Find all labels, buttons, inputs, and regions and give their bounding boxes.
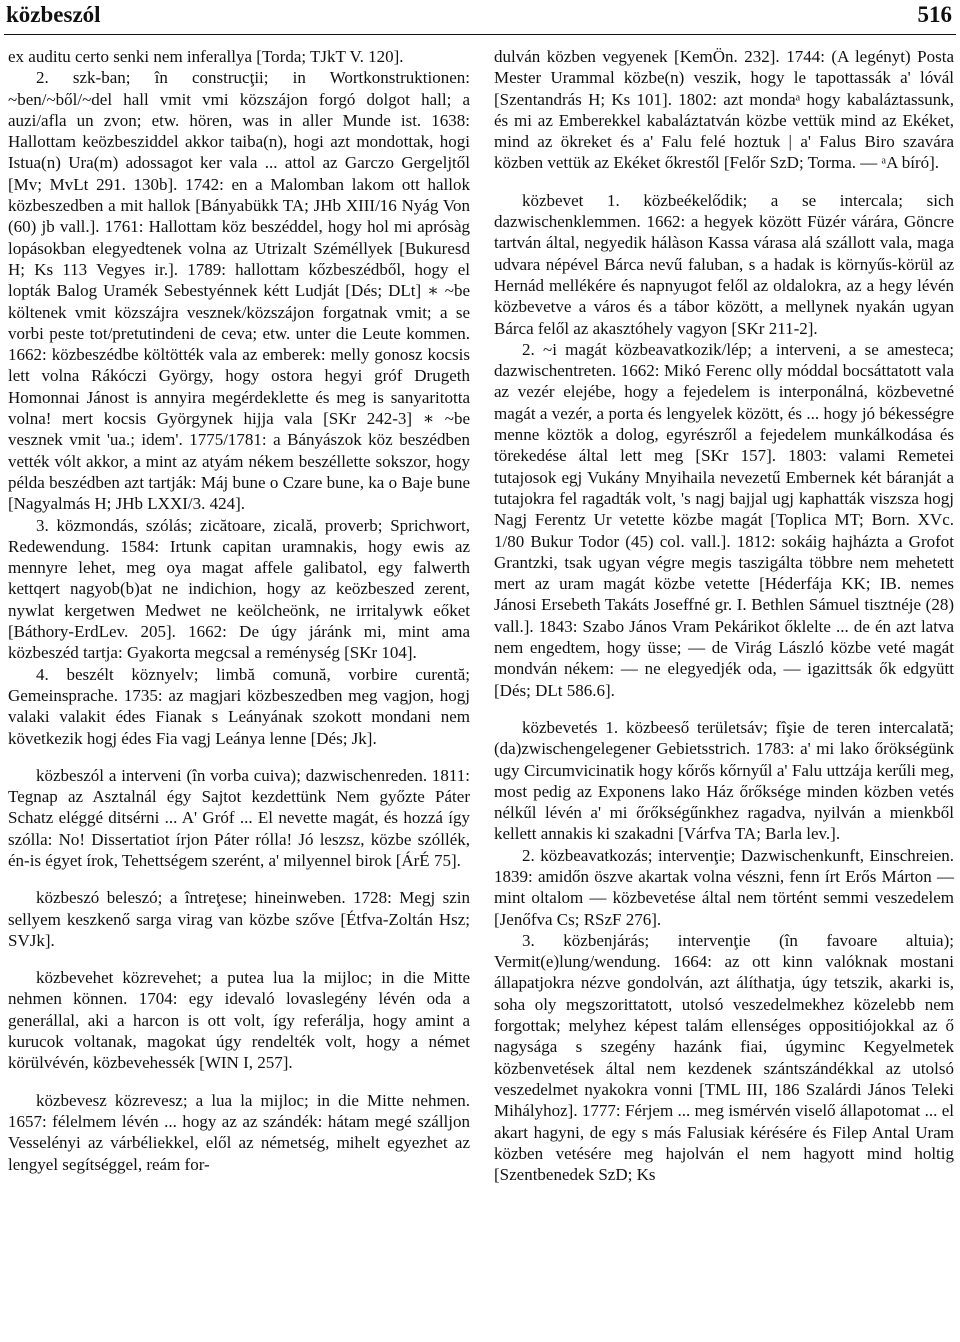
right-column [494, 46, 954, 1185]
dictionary-paragraph: közbevet 1. közbeékelődik; a se intercala; sich dazwischenklemmen. 1662: a hegyek között Füzér várára, Göncre tartván által, negyedik hálàson Kassa várasa alá szállott vala, maga udvara népével Bárca nevű faluban, s a hadak is környűs-körül az Hernád mellékére és napnyugot felől az oldalokra, az a hegy lévén közbevetve a város és a tábor között, a mellynek nyakán ugyan Bárca felől az akasztóhely vagyon [SKr 211-2]. [494, 190, 954, 338]
dictionary-paragraph: közbeszól a interveni (în vorba cuiva); dazwischenreden. 1811: Tegnap az Asztalnál égy Sajtot kezdettünk Nem győzte Páter Schatz eléggé ditsérni ... A' Gróf ... El nevette magát, és hozzá így szólla: No! Dissertatiot írjon Páter rólla! Jó leszsz, közbe szóllék, én-is égyet írok, Tehettségem szerént, a' milyennel birok [ÁrÉ 75]. [8, 765, 470, 870]
dictionary-paragraph: közbevetés 1. közbeeső területsáv; fîşie de teren intercalată; (da)zwischengelegener Gebietsstrich. 1783: a' mi lako őrökségünk ugy Circumvicinatik hogy kőrős kőrnyűl a' Falu uttzája kerűli meg, most pedig az Exponens lako Ház őrőksége minden közben vetés nélkűl lévén a' mi őrőkségűnkhez ragadva, nyilván a mienkből kellett annakis ki szakadni [Várfva TA; Barla lev.]. [494, 717, 954, 844]
dictionary-paragraph: 2. közbeavatkozás; intervenţie; Dazwischenkunft, Einschreien. 1839: amidőn öszve akartak volna vészni, fenn írt Erős Márton — mint oltalom — közbevetése által nem történt semmi veszedelem [Jenőfva Cs; RSzF 276]. [494, 845, 954, 929]
page-number: 516 [917, 2, 952, 27]
dictionary-paragraph: közbevesz közrevesz; a lua la mijloc; in die Mitte nehmen. 1657: félelmem lévén ... hogy az az szándék: hátam megé szálljon Vesselényi az várbéliekkel, elől az németség, mihelt egyezhet az lengyel segítséggel, reám for- [8, 1090, 470, 1174]
running-headword: közbeszól [6, 2, 101, 27]
dictionary-paragraph: 3. közmondás, szólás; zicătoare, zicală, proverb; Sprichwort, Redewendung. 1584: Irtunk capitan uramnakis, hogy ewis az mennyre lehet, meg oya magat affele galibatol, egy falwerth kettqert nagyob(b)at ne indichion, hogy az keözbeszed zerent, nywlat kergetwen Medwet ne keölcheönk, ne irritalywk eőket [Báthory-ErdLev. 205]. 1662: De úgy járánk mi, mint ama közbeszéd tartja: Gyakorta megcsal a reménység [SKr 104]. [8, 515, 470, 663]
dictionary-paragraph: dulván közben vegyenek [KemÖn. 232]. 1744: (A legényt) Posta Mester Urammal közbe(n) veszik, hogy le tapottassák a' lóvál [Szentandrás H; Ks 101]. 1802: azt mondaᵃ hogy kabaláztassunk, és mi az Emberekkel kabaláztatván közbe vettük mind az Ekéket, mind az ökreket és a' Falu felé hoztuk | a' Falus Biro szavára közben vettük az Ekéket őkrestől [Felőr SzD; Torma. — ᵃA bíró]. [494, 47, 954, 173]
dictionary-paragraph: 3. közbenjárás; intervenţie (în favoare altuia); Vermit(e)lung/wendung. 1664: az ott kinn valóknak mostani állapatjokra nézve gondolván, azt álíthatja, úgy tetszik, akarki is, soha oly megszorittatott, utolsó veszedelmekhez közelebb nem forgottak; melyhez képest talám ellenséges oppositiójokkal az ő nagysága s szegény hazánk fiai, úgyminc Kegyelmetek közbenvetések által nem kezdenek szántszándékkal az utolsó veszedelmet nyakokra vonni [TML III, 186 Szalárdi János Teleki Mihályhoz]. 1777: Férjem ... meg ismérvén viselő állapotomat ... el akart hagyni, de egy s más Falusiak kérésére és Filep Antal Uram közben vetésére meg hajolván el nem hagyott mind holtig [Szentbenedek SzD; Ks [494, 930, 954, 1185]
dictionary-paragraph: 2. ~i magát közbeavatkozik/lép; a interveni, a se amesteca; dazwischentreten. 1662: Mikó Ferenc olly móddal bocsáttatott vala az vezér elejébe, hogy a fejedelem is interponálná, közbevetné magát a vezér, a porta és lengyelek között, és ... hogy jó békességre menne köztök a dolog, egyrészről a fejedelem munkálkodása és törekedése által lett meg [SKr 157]. 1803: valami Remetei tutajosok egj Vukány Mnyihaila nevezetű Embernek két báranját a tutajokra fel ragadták volt, 's nagj bajjal ugj kaphatták viszsza hogj Nagj Ferentz Ur vetette közbe magát [Toplica MT; Born. XVc. 1/80 Bukur Todor (45) col. vall.]. 1812: sokáig hajházta a Grofot Grantzki, tsak ugyan végre megis taszigálta többre nem mehetett mert az uram magát közbe vetette [Héderfája KK; IB. nemes Jánosi Ersebeth Takáts Joseffné gr. I. Bethlen Sámuel tisztnéje (28) vall.]. 1843: Szabo János Vram Pekárikot őklelte ... de én azt latva nem engedtem, hogy üsse; — de Virág László közbe veté magát mondván nékem: — ne elegyedjék oda, — igazittsák ők edgyütt [Dés; DLt 586.6]. [494, 339, 954, 700]
dictionary-paragraph: ex auditu certo senki nem inferallya [Torda; TJkT V. 120]. [8, 47, 404, 66]
header-rule [4, 34, 956, 35]
page-header [0, 0, 960, 34]
dictionary-paragraph: közbevehet közrevehet; a putea lua la mijloc; in die Mitte nehmen können. 1704: egy idevaló lovaslegény lévén oda a generállal, aki a harcon is ott volt, így referálja, hogy amint a kurucok voltanak, magokat úgy rendelték volt, hogy a német körülvévén, közbevehessék [WIN I, 257]. [8, 968, 470, 1073]
dictionary-paragraph: 4. beszélt köznyelv; limbă comună, vorbire curentă; Gemeinsprache. 1735: az magjari közbeszedben meg vagjon, hogj valaki valakit édes Fianak s Leányának szokott mondani nem következik hogj édes Fia vagj Leánya lenne [Dés; Jk]. [8, 664, 470, 748]
dictionary-paragraph: közbeszó beleszó; a întreţese; hineinweben. 1728: Megj szin sellyem keszkenő sarga virag van közbe szőve [Étfva-Zoltán Hsz; SVJk]. [8, 888, 470, 950]
dictionary-paragraph: 2. szk-ban; în construcţii; in Wortkonstruktionen: ~ben/~ből/~del hall vmit vmi közszájon forgó dolgot hall; a auzi/afla un zvon; etw. hören, was in aller Munde ist. 1638: Hallottam keözbesziddel akkor taiba(n), hogi azt mondottak, hogi Istua(n) Ura(m) adossagot ker vala ... attol az Garczo Gergeljtől [Mv; MvLt 291. 130b]. 1742: en a Malomban lakom ott hallok közbeszedben a mit hallok [Bányabükk TA; JHb XIII/16 Nyág Von (60) jb vall.]. 1761: Hallottam köz beszéddel, hogy hol mi aprósàg lopásokban elegyedtenek volna az Utrizalt Széméllyek [Bukuresd H; Ks 113 Vegyes ir.]. 1789: hallottam kőzbeszédből, hogy el lopták Balog Uramék Sebestyénnek kétt Ludját [Dés; DLt] ∗ ~be költenek vmit közszájra vesznek/közszájon forgatnak vmit; a se vorbi peste tot/pretutindeni de ceva; etw. unter die Leute kommen. 1662: közbeszédbe költötték vala az emberek: melly gonosz kocsis lett volna Rákóczi György, hogy ostora hegyi gróf Drugeth Homonnai Jánost is annyira megérdeklette és meg is sanyaritotta volna! mert kocsis Györgynek hijja vala [SKr 242-3] ∗ ~be vesznek vmit 'ua.; idem'. 1775/1781: a Bányászok köz beszédben vették vólt akkor, a mint az atyám nékem beszéllette sokszor, hogy példa beszédben azt tartják: Máj bune o Czare bune, ka o Baje bune [Nagyalmás H; JHb LXXI/3. 424]. [8, 68, 470, 514]
left-column [8, 46, 470, 1175]
